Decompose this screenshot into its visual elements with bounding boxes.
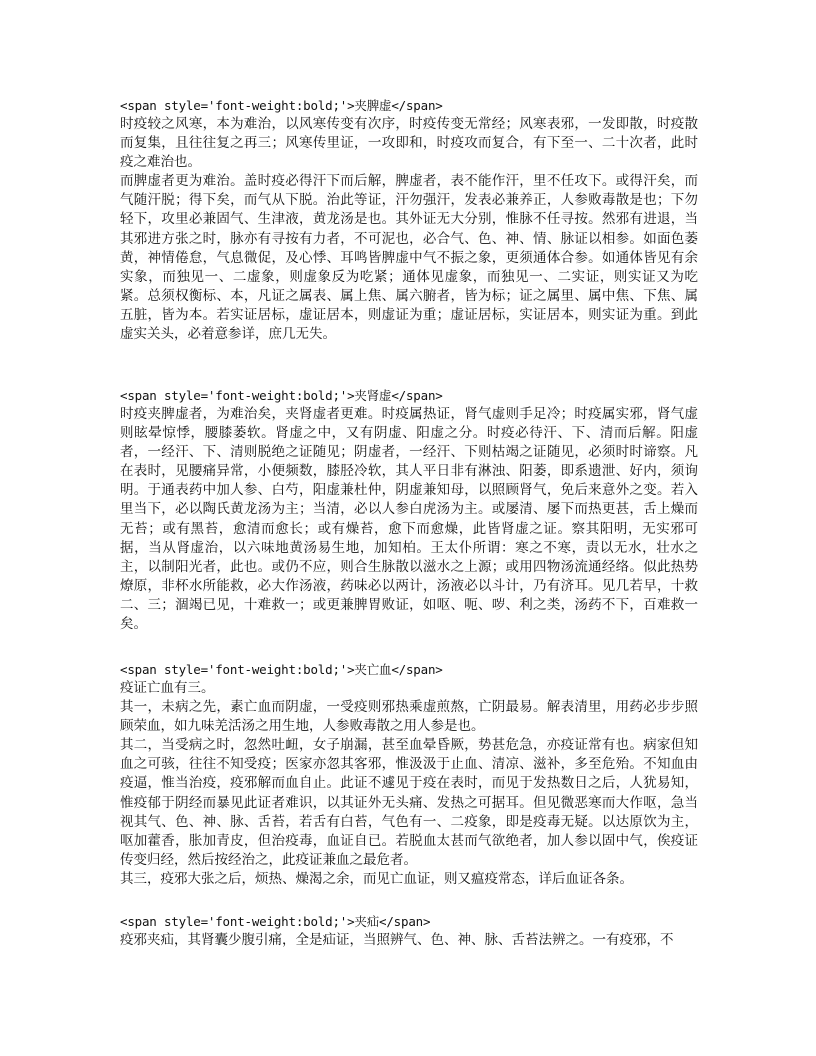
section-spleen-deficiency bbox=[120, 96, 698, 344]
section-kidney-deficiency bbox=[120, 386, 698, 634]
section-hernia bbox=[120, 912, 698, 950]
paragraph: 其三，疫邪大张之后，烦热、燥渴之余，而见亡血证，则又瘟疫常态，详后血证各条。 bbox=[120, 870, 633, 887]
paragraph: 时疫较之风寒，本为难治，以风寒传变有次序，时疫传变无常经；风寒表邪，一发即散，时疫散而复集，且往往复之再三；风寒传里证，一攻即和，时疫攻而复合，有下至一、二十次者，此时疫之难治也。 bbox=[120, 116, 698, 171]
paragraph: 时疫夹脾虚者，为难治矣，夹肾虚者更难。时疫属热证，肾气虚则手足冷；时疫属实邪，肾气虚则眩晕惊悸，腰膝萎软。肾虚之中，又有阴虚、阳虚之分。时疫必待汗、下、清而后解。阳虚者，一经汗、下、清则脱绝之证随见；阴虚者，一经汗、下则枯竭之证随见，必须时时谛察。凡在表时，见腰痛异常，小便频数，膝胫冷软，其人平日非有淋浊、阳萎，即系遗泄、好内，须询明。于通表药中加人参、白芍，阳虚兼杜仲，阴虚兼知母，以照顾肾气，免后来意外之变。若入里当下，必以陶氏黄龙汤为主；当清，必以人参白虎汤为主。或屡清、屡下而热更甚，舌上燥而无苔；或有黑苔，愈清而愈长；或有燥苔，愈下而愈燥，此皆肾虚之证。察其阳明，无实邪可据，当从肾虚治，以六味地黄汤易生地，加知柏。王太仆所谓：寒之不寒，责以无水，壮水之主，以制阳光者，此也。或仍不应，则合生脉散以滋水之上源；或用四物汤流通经络。似此热势燎原，非杯水所能救，必大作汤液，药味必以两计，汤液必以斗计，乃有济耳。见几若早，十救二、三；涸竭已见，十难救一；或更兼脾胃败证，如呕、呃、哕、利之类，汤药不下，百难救一矣。 bbox=[120, 406, 698, 633]
paragraph: 其二，当受病之时，忽然吐衄，女子崩漏，甚至血晕昏厥，势甚危急，亦疫证常有也。病家但知血之可骇，往往不知受疫；医家亦忽其客邪，惟汲汲于止血、清凉、滋补，多至危殆。不知血由疫逼，惟当治疫，疫邪解而血自止。此证不遽见于疫在表时，而见于发热数日之后，人犹易知，惟疫郁于阴经而暴见此证者难识，以其证外无头痛、发热之可据耳。但见微恶寒而大作呕，急当视其气、色、神、脉、舌苔，若舌有白苔，气色有一、二疫象，即是疫毒无疑。以达原饮为主，呕加藿香，胀加青皮，但治疫毒，血证自已。若脱血太甚而气欲绝者，加人参以固中气，俟疫证传变归经，然后按经治之，此疫证兼血之最危者。 bbox=[120, 737, 698, 868]
section-blood-loss bbox=[120, 660, 698, 889]
section-heading: <span style='font-weight:bold;'>夹疝</span> bbox=[120, 914, 431, 929]
paragraph: 而脾虚者更为难治。盖时疫必得汗下而后解，脾虚者，表不能作汗，里不任攻下。或得汗矣，而气随汗脱；得下矣，而气从下脱。治此等证，汗勿强汗，发表必兼养正，人参败毒散是也；下勿轻下，攻里必兼固气、生津液，黄龙汤是也。其外证无大分别，惟脉不任寻按。然邪有进退，当其邪进方张之时，脉亦有寻按有力者，不可泥也，必合气、色、神、情、脉证以相参。如面色萎黄，神情倦怠，气息微促，及心悸、耳鸣皆脾虚中气不振之象，更须通体合参。如通体皆见有余实象，而独见一、二虚象，则虚象反为吃紧；通体见虚象，而独见一、二实证，则实证又为吃紧。总须权衡标、本，凡证之属表、属上焦、属六腑者，皆为标；证之属里、属中焦、下焦、属五脏，皆为本。若实证居标，虚证居本，则虚证为重；虚证居标，实证居本，则实证为重。到此虚实关头，必着意参详，庶几无失。 bbox=[120, 173, 698, 343]
paragraph: 其一，未病之先，素亡血而阴虚，一受疫则邪热乘虚煎熬，亡阴最易。解表清里，用药必步步照顾荣血，如九味羌活汤之用生地，人参败毒散之用人参是也。 bbox=[120, 699, 698, 735]
section-heading: <span style='font-weight:bold;'>夹肾虚</span> bbox=[120, 388, 443, 403]
section-heading: <span style='font-weight:bold;'>夹脾虚</span> bbox=[120, 98, 443, 113]
paragraph: 疫邪夹疝，其肾囊少腹引痛，全是疝证，当照辨气、色、神、脉、舌苔法辨之。一有疫邪，不 bbox=[120, 932, 674, 948]
section-heading: <span style='font-weight:bold;'>夹亡血</span> bbox=[120, 662, 443, 677]
paragraph: 疫证亡血有三。 bbox=[120, 680, 215, 696]
